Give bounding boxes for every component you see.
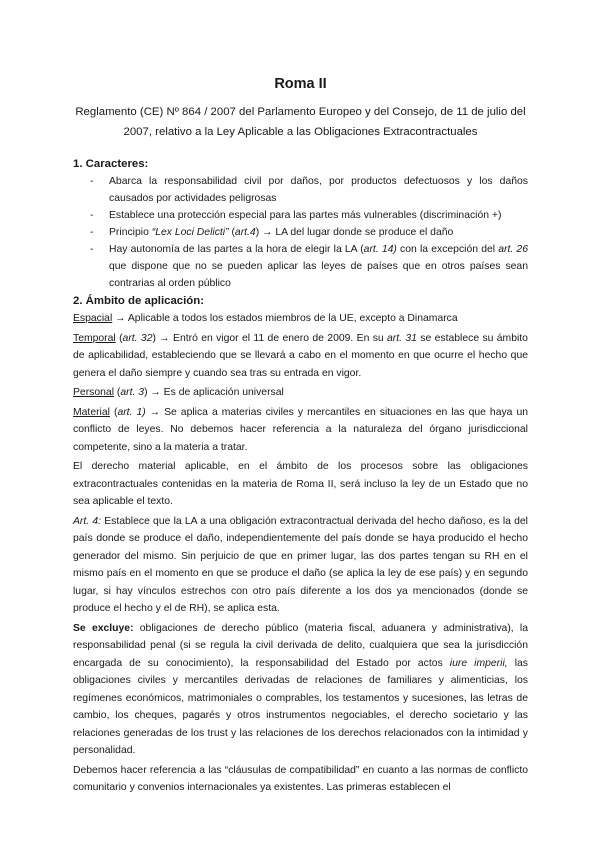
term-material: Material <box>73 406 110 418</box>
paragraph-espacial: Espacial → Aplicable a todos los estados miembros de la UE, excepto a Dinamarca <box>73 313 458 324</box>
list-item: - Establece una protección especial para las partes más vulnerables (discriminación +) <box>73 207 528 224</box>
section-caracteres <box>73 156 528 292</box>
list-item: - Principio “Lex Loci Delicti” (art.4) → LA del lugar donde se produce el daño <box>73 224 528 241</box>
term-excluye: Se excluye: <box>73 622 134 634</box>
caracteres-list <box>73 173 528 292</box>
section-heading-ambito: 2. Ámbito de aplicación: <box>73 295 205 307</box>
page-subtitle: Reglamento (CE) Nº 864 / 2007 del Parlamento Europeo y del Consejo, de 11 de julio del 2007, relativo a la Ley Aplicable a las Obligaciones Extracontractuales <box>75 106 526 138</box>
paragraph-clausulas: Debemos hacer referencia a las “cláusulas de compatibilidad” en cuanto a las normas de conflicto comunitario y convenios internacionales ya existentes. Las primeras establecen el <box>73 764 528 793</box>
paragraph-derecho-material: El derecho material aplicable, en el ámbito de los procesos sobre las obligaciones extracontractuales contenidas en la materia de Roma II, será incluso la ley de un Estado que no sea aplicable el texto. <box>73 461 528 507</box>
section-ambito <box>73 293 528 797</box>
term-temporal: Temporal <box>73 332 116 344</box>
term-personal: Personal <box>73 387 115 398</box>
paragraph-material: Material (art. 1) → Se aplica a materias civiles y mercantiles en situaciones en las que haya un conflicto de leyes. No debemos hacer referencia a la naturaleza del órgano jurisdiccional competente, sino a la materia a tratar. <box>73 406 529 453</box>
list-item: - Abarca la responsabilidad civil por daños, por productos defectuosos y los daños causados por actividades peligrosas <box>73 173 528 207</box>
paragraph-art4: Art. 4: Establece que la LA a una obligación extracontractual derivada del hecho dañoso, es la del país donde se produce el daño, independientemente del país donde se haya producido el hecho generador del mismo. Sin perjuicio de que en primer lugar, las dos partes tengan su RH en el mismo país en el momento en que se produce el daño (se aplica la ley de ese país) y en segundo lugar, si hay vínculos estrechos con otro país diferente a los dos ya mencionados (donde se produce el hecho y el de RH), se aplica esta. <box>73 515 528 614</box>
section-heading-caracteres: 1. Caracteres: <box>73 158 149 170</box>
paragraph-excluye: Se excluye: obligaciones de derecho público (materia fiscal, aduanera y administrativa), la responsabilidad penal (si se regula la civil derivada de delito, cualquiera que sea la jurisdicción encargada de su conocimiento), la responsabilidad del Estado por actos iure imperii, las obligaciones civiles y mercantiles derivadas de relaciones de familiares y alimenticias, los regímenes económicos, matrimoniales o comprables, los testamentos y sucesiones, las letras de cambio, los cheques, pagarés y otros instrumentos negociables, el derecho societario y las relaciones generadas de los trust y las relaciones de los derechos relacionados con la intimidad y personalidad. <box>73 622 529 756</box>
page-title: Roma II <box>274 76 327 92</box>
term-art4: Art. 4: <box>73 515 102 527</box>
list-item: - Hay autonomía de las partes a la hora de elegir la LA (art. 14) con la excepción del art. 26 que dispone que no se pueden aplicar las leyes de países que en otros países sean contrarias al orden público <box>73 241 528 292</box>
paragraph-personal: Personal (art. 3) → Es de aplicación universal <box>73 387 284 398</box>
paragraph-temporal: Temporal (art. 32) → Entró en vigor el 11 de enero de 2009. En su art. 31 se establece su ámbito de aplicabilidad, estableciendo que se llevará a cabo en el momento en que ocurre el hecho que genera el daño siempre y cuando sea tras su entrada en vigor. <box>73 332 528 379</box>
term-espacial: Espacial <box>73 313 113 324</box>
